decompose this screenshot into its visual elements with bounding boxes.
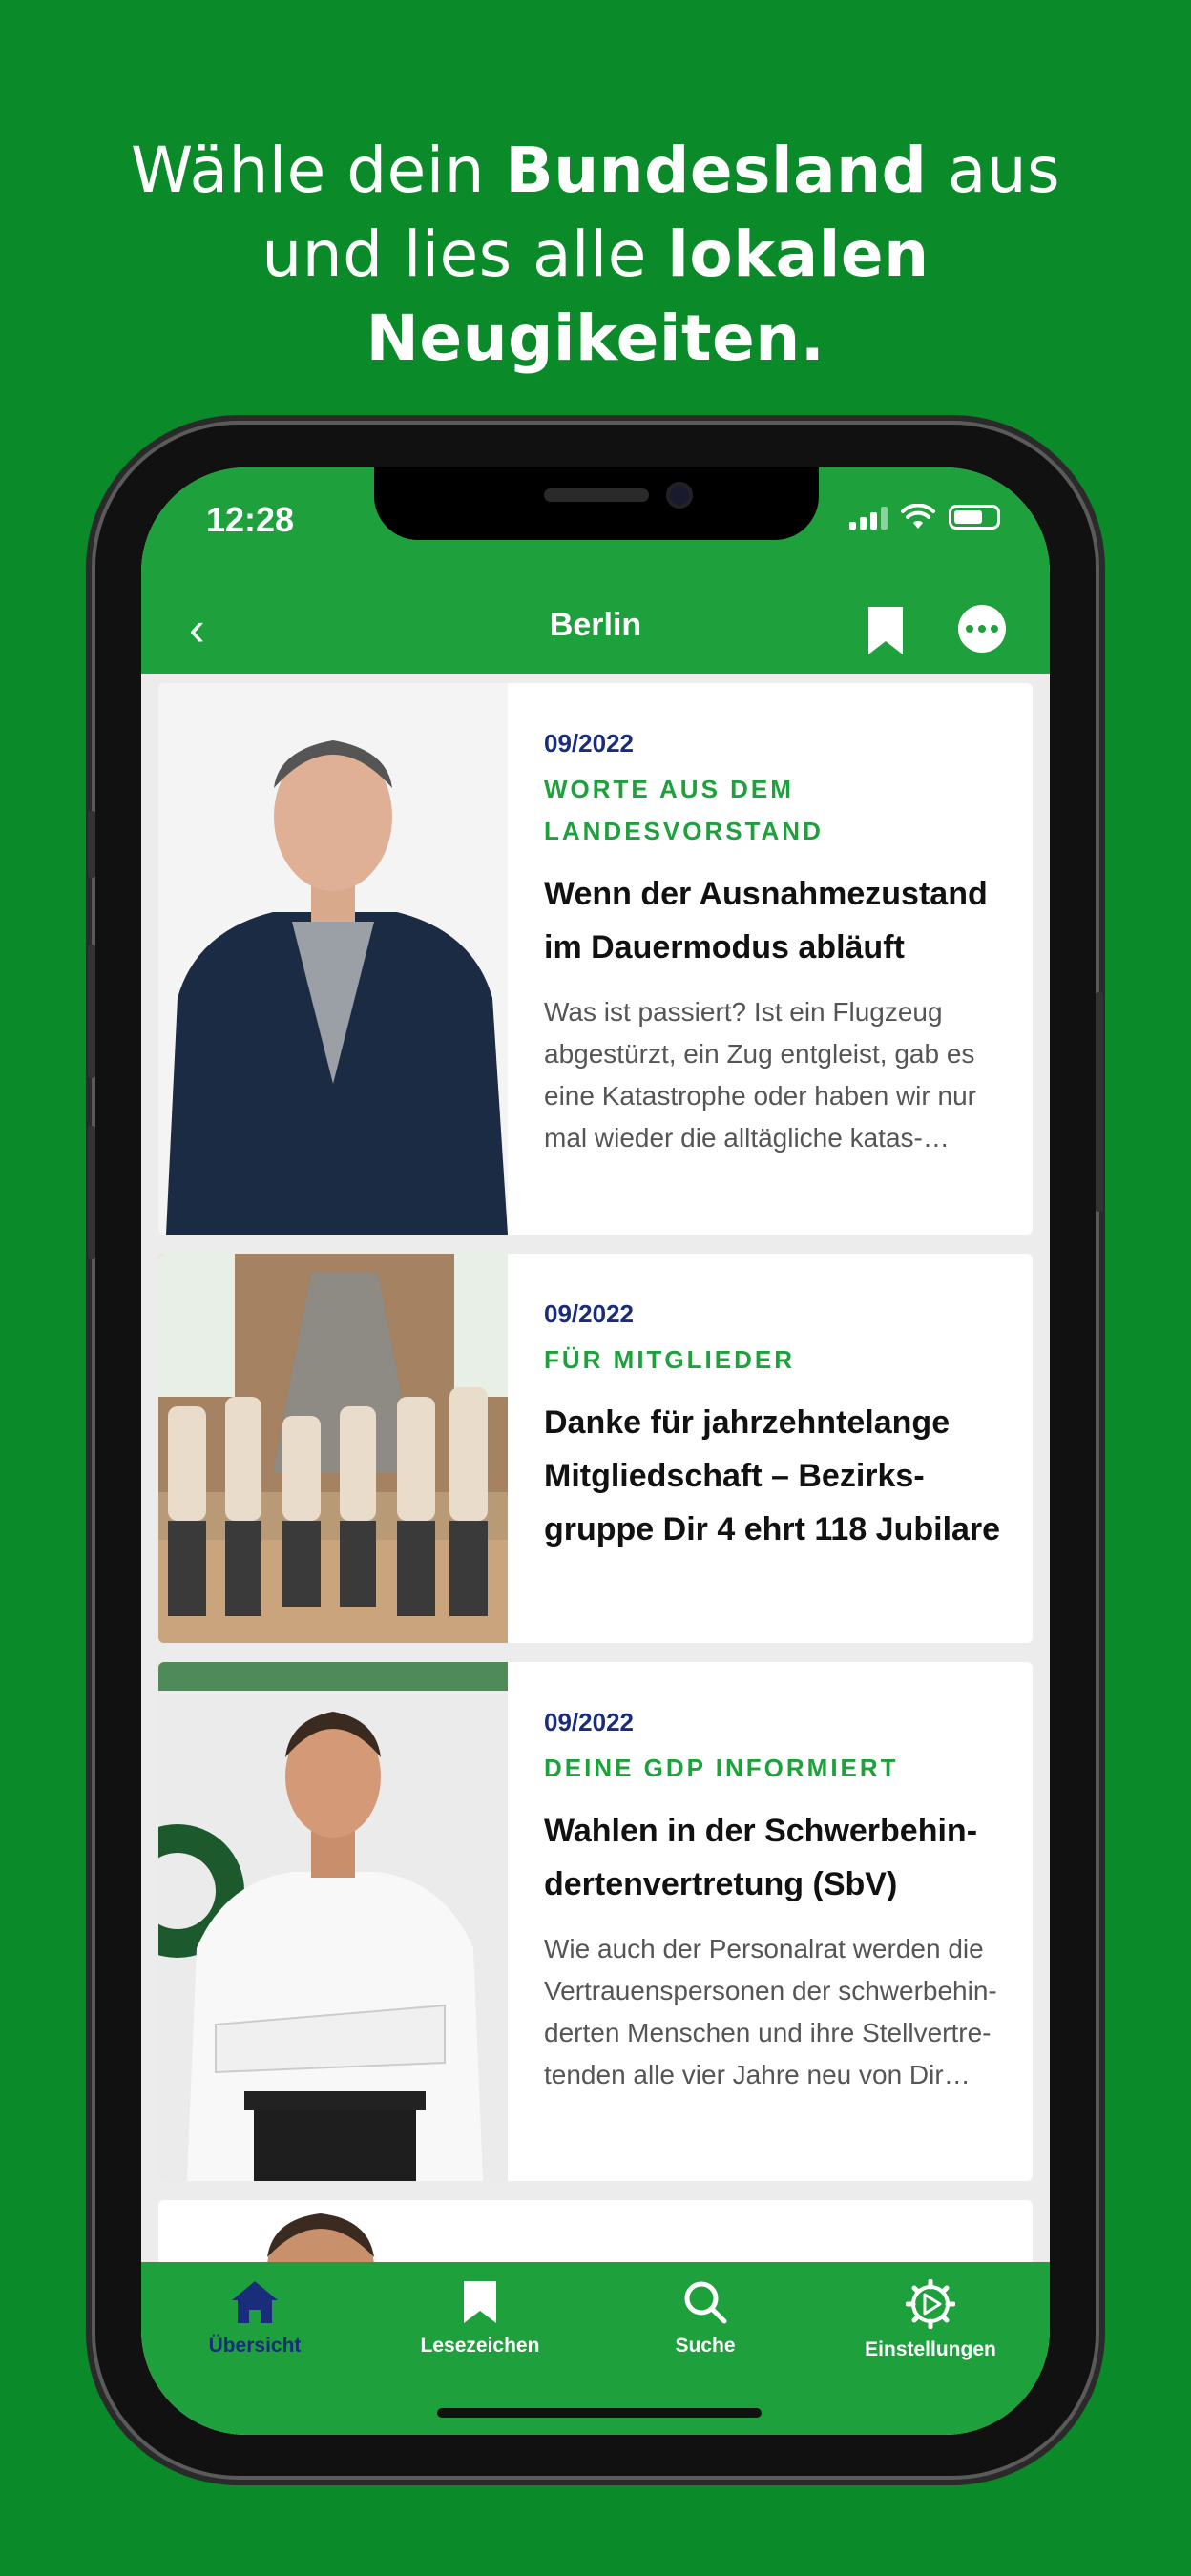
volume-up-button	[88, 945, 95, 1078]
article-category: WORTE AUS DEM LANDESVORSTAND	[544, 775, 824, 845]
signal-icon	[849, 505, 888, 530]
search-icon	[682, 2279, 728, 2325]
article-category: FÜR MITGLIEDER	[544, 1345, 795, 1374]
settings-icon	[906, 2279, 955, 2329]
back-button[interactable]: ‹	[189, 602, 205, 655]
bookmark-icon	[461, 2279, 499, 2325]
promo-headline: Wähle dein Bundesland aus und lies alle lokalen Neugikeiten.	[131, 134, 1060, 375]
status-icons	[849, 504, 1000, 530]
mute-switch	[88, 811, 95, 878]
more-options-button[interactable]	[958, 605, 1006, 653]
tab-label: Übersicht	[208, 2335, 302, 2357]
app-screen	[141, 467, 1050, 2435]
article-category: DEINE GDP INFORMIERT	[544, 1754, 899, 1782]
article-excerpt: Wie auch der Personalrat werden die Vertrauenspersonen der schwerbehinderten Menschen und ihre Stellvertretenden alle vier Jahre neu von Dir…	[544, 1934, 997, 2089]
article-body	[544, 1299, 1004, 1556]
speaker	[544, 488, 649, 502]
tab-settings[interactable]	[817, 2279, 1044, 2361]
article-date: 09/2022	[544, 1708, 634, 1736]
volume-down-button	[88, 1126, 95, 1259]
nav-title: Berlin	[549, 607, 642, 643]
power-button	[1096, 992, 1103, 1212]
nav-bar	[141, 582, 1050, 674]
article-image-portrait	[158, 1662, 508, 2181]
tab-bookmarks[interactable]	[366, 2279, 594, 2358]
tab-label: Einstellungen	[865, 2338, 996, 2360]
article-card[interactable]	[158, 1254, 1033, 1643]
home-indicator	[437, 2408, 762, 2418]
status-time: 12:28	[206, 500, 295, 539]
home-icon	[230, 2279, 280, 2325]
tab-search[interactable]	[592, 2279, 819, 2358]
tab-label: Suche	[675, 2335, 736, 2357]
article-card[interactable]	[158, 683, 1033, 1235]
article-image-portrait	[158, 683, 508, 1235]
article-title: Danke für jahrzehntelange Mitgliedschaft – Bezirksgruppe Dir 4 ehrt 118 Jubilare	[544, 1404, 1001, 1548]
article-body	[544, 729, 1004, 1159]
article-title: Wenn der Ausnahmezustand im Dauermodus abläuft	[544, 876, 988, 966]
battery-icon	[949, 505, 1000, 530]
camera	[666, 482, 693, 509]
bookmark-button[interactable]	[867, 605, 905, 656]
tab-label: Lesezeichen	[420, 2335, 540, 2357]
article-image-group	[158, 1254, 508, 1643]
article-title: Wahlen in der Schwerbehindertenvertretung (SbV)	[544, 1813, 978, 1902]
article-date: 09/2022	[544, 1299, 634, 1328]
article-date: 09/2022	[544, 729, 634, 758]
wifi-icon	[901, 504, 935, 530]
tab-overview[interactable]	[141, 2279, 368, 2358]
article-card[interactable]	[158, 1662, 1033, 2181]
notch	[374, 467, 819, 540]
article-excerpt: Was ist passiert? Ist ein Flugzeug abgestürzt, ein Zug entgleist, gab es eine Katastrophe oder haben wir nur mal wieder die alltägliche katas-…	[544, 997, 976, 1153]
article-body	[544, 1708, 1004, 2096]
